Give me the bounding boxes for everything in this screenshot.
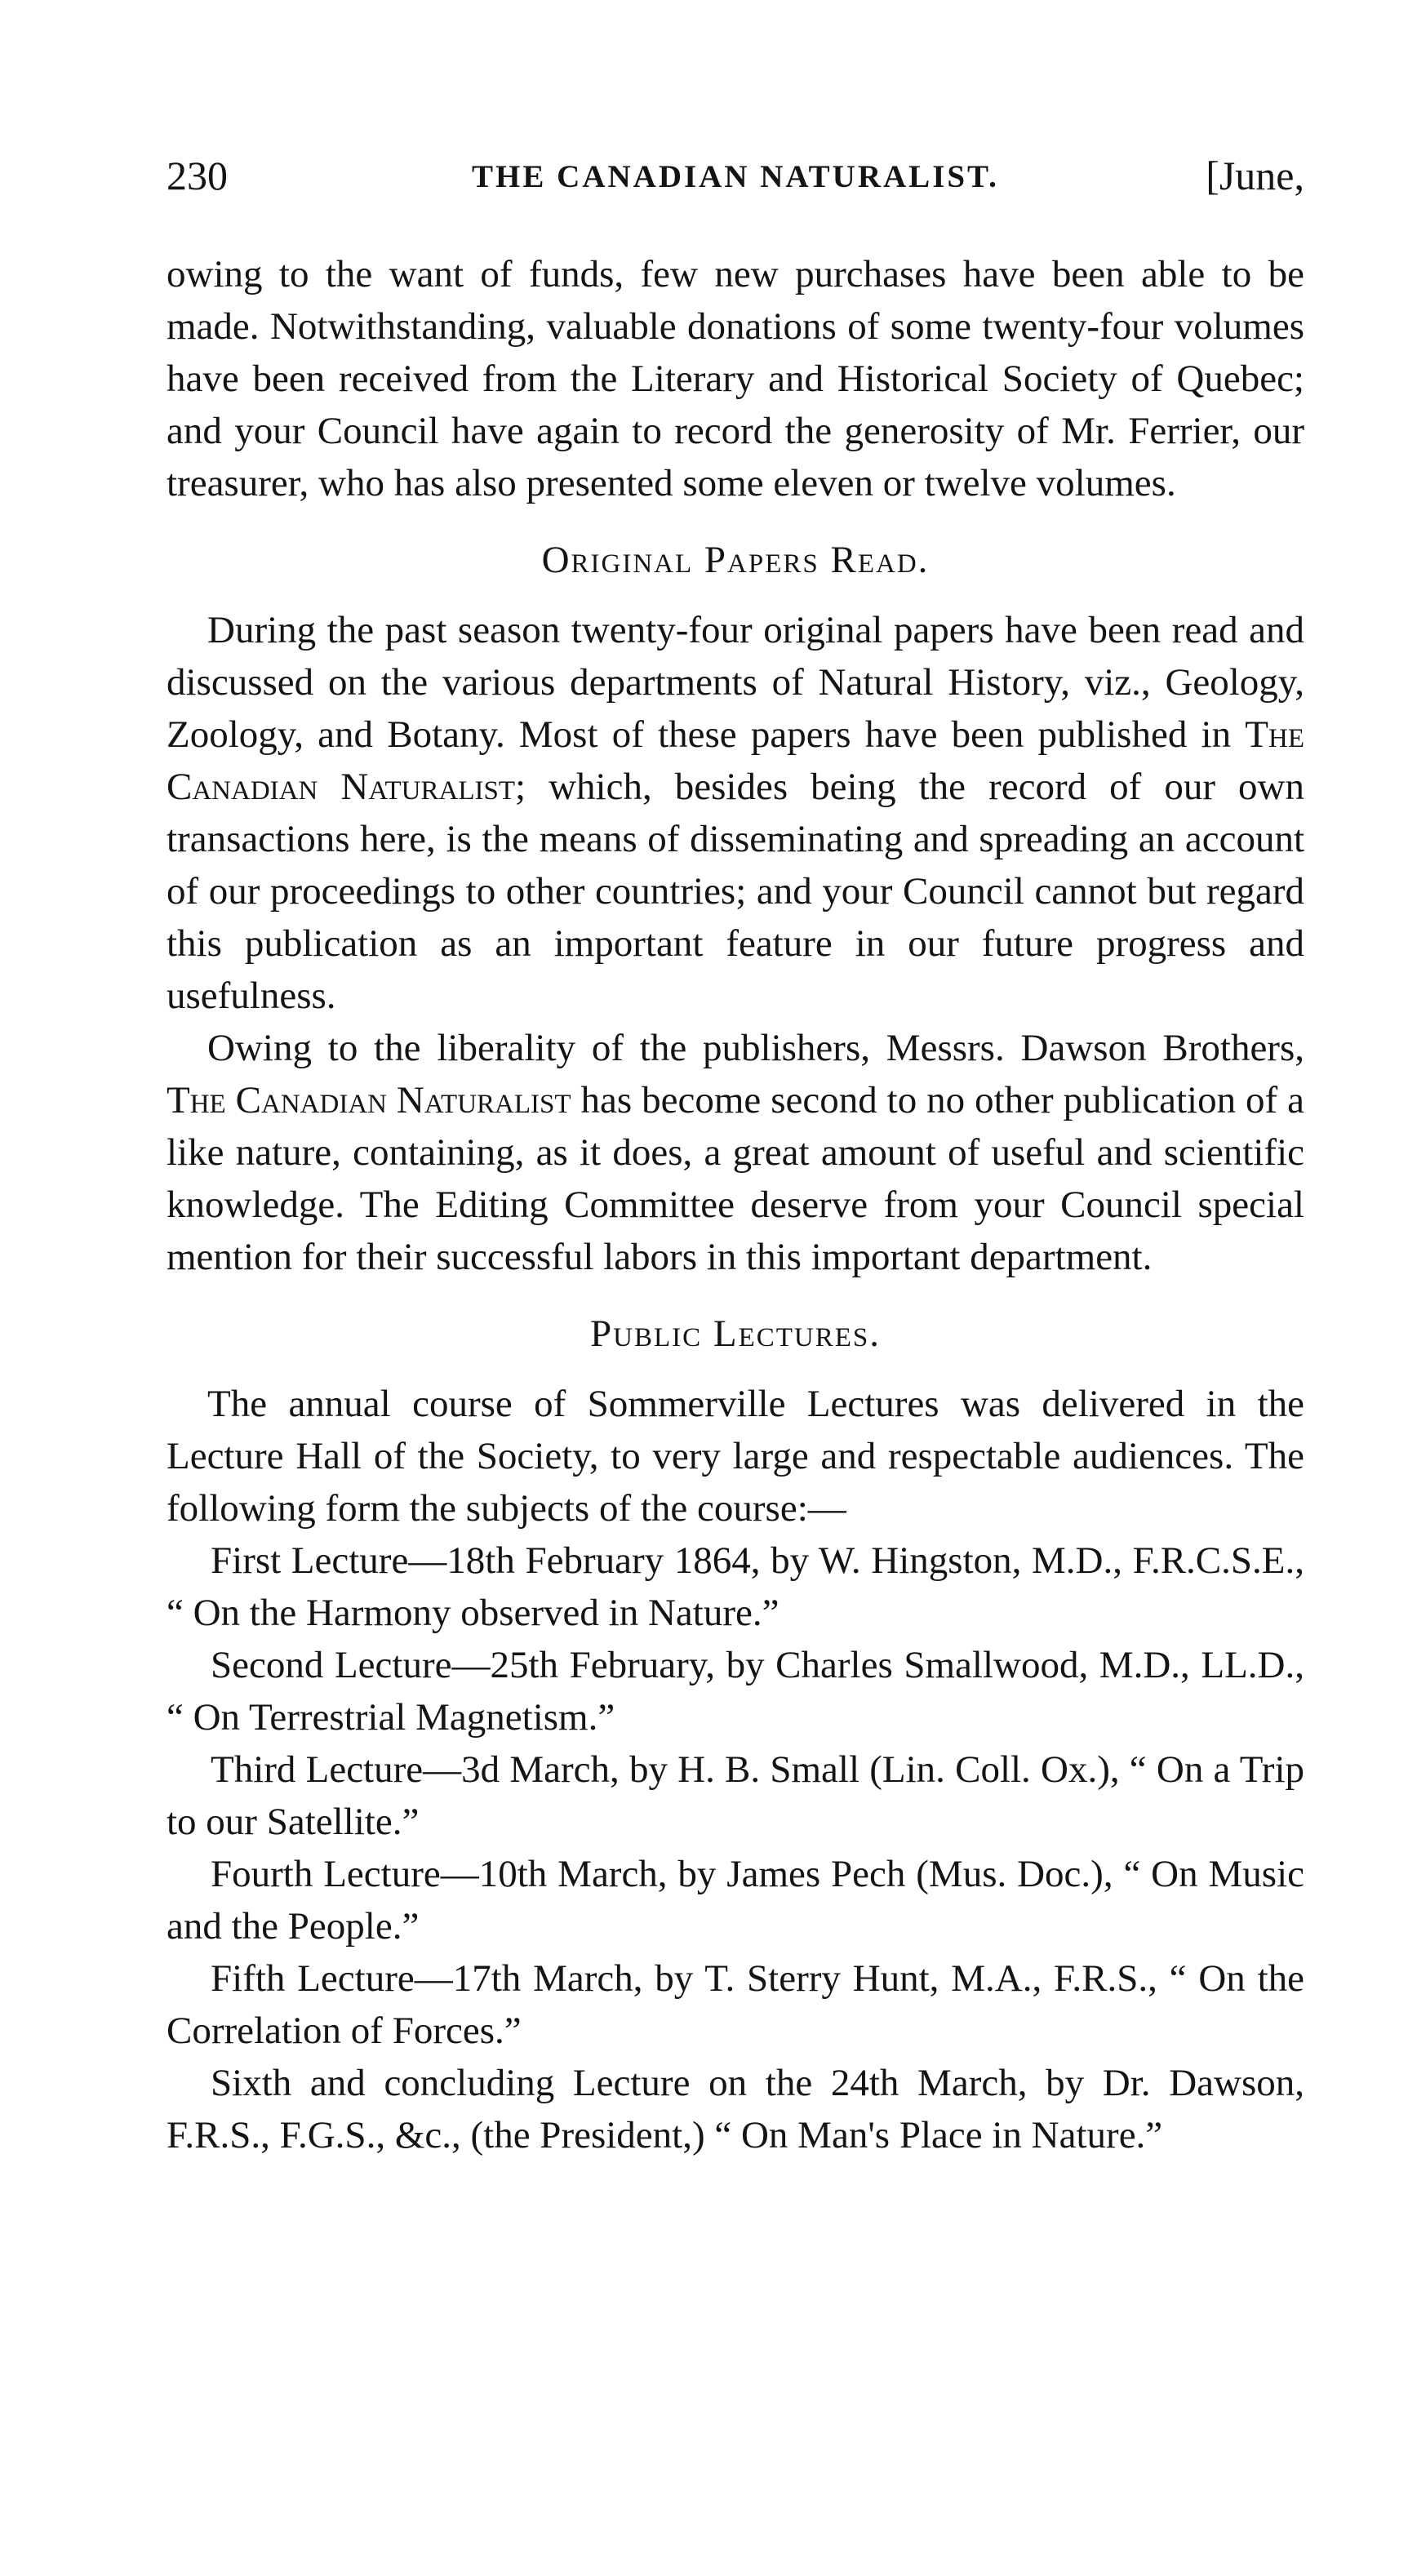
text-run: ; which, besides being the record of our own transactions here, is the means of disseminating and spreading an account of our proceedings to other countries; and your Council cannot but regard this publication as an important feature in our future progress and usefulness.: [167, 766, 1304, 1017]
running-head-date: [June,: [1206, 153, 1304, 198]
heading-original-papers: Original Papers Read.: [541, 539, 930, 581]
text-run: Owing to the liberality of the publishers, Messrs. Dawson Brothers,: [207, 1027, 1304, 1069]
paragraph-original-papers-2: [167, 1022, 1304, 1283]
heading-public-lectures: Public Lectures.: [589, 1312, 882, 1355]
body-text: [167, 248, 1304, 2161]
lecture-item: Third Lecture—3d March, by H. B. Small (Lin. Coll. Ox.), “ On a Trip to our Satellite.”: [167, 1748, 1304, 1843]
lecture-item: Fourth Lecture—10th March, by James Pech (Mus. Doc.), “ On Music and the People.”: [167, 1853, 1304, 1948]
lecture-item: Second Lecture—25th February, by Charles Smallwood, M.D., LL.D., “ On Terrestrial Magnetism.”: [167, 1644, 1304, 1739]
running-head: [167, 152, 1304, 217]
intro-paragraph: owing to the want of funds, few new purchases have been able to be made. Notwithstanding, valuable donations of some twenty-four volumes have been received from the Literary and Historical Society of Quebec; and your Council have again to record the generosity of Mr. Ferrier, our treasurer, who has also presented some eleven or twelve volumes.: [167, 253, 1304, 504]
text-run: has become second to no other publication of a like nature, containing, as it does, a great amount of useful and scientific knowledge. The Editing Committee deserve from your Council special mention for their successful labors in this important department.: [167, 1079, 1304, 1278]
paragraph-lectures-intro: The annual course of Sommerville Lectures was delivered in the Lecture Hall of the Society, to very large and respectable audiences. The following form the subjects of the course:—: [167, 1383, 1304, 1530]
text-run: During the past season twenty-four original papers have been read and discussed on the various departments of Natural History, viz., Geology, Zoology, and Botany. Most of these papers have been published in: [167, 609, 1304, 756]
journal-name: The Canadian Naturalist: [167, 713, 1304, 808]
lecture-item: Sixth and concluding Lecture on the 24th March, by Dr. Dawson, F.R.S., F.G.S., &c., (the President,) “ On Man's Place in Nature.”: [167, 2062, 1304, 2156]
lecture-item: First Lecture—18th February 1864, by W. Hingston, M.D., F.R.C.S.E., “ On the Harmony observed in Nature.”: [167, 1539, 1304, 1634]
page-number: 230: [167, 153, 228, 198]
paragraph-original-papers-1: [167, 604, 1304, 1022]
journal-title: THE CANADIAN NATURALIST.: [472, 159, 999, 194]
book-page: [167, 152, 1304, 2161]
journal-name: The Canadian Naturalist: [167, 1079, 571, 1121]
lecture-item: Fifth Lecture—17th March, by T. Sterry Hunt, M.A., F.R.S., “ On the Correlation of Forces.”: [167, 1957, 1304, 2052]
